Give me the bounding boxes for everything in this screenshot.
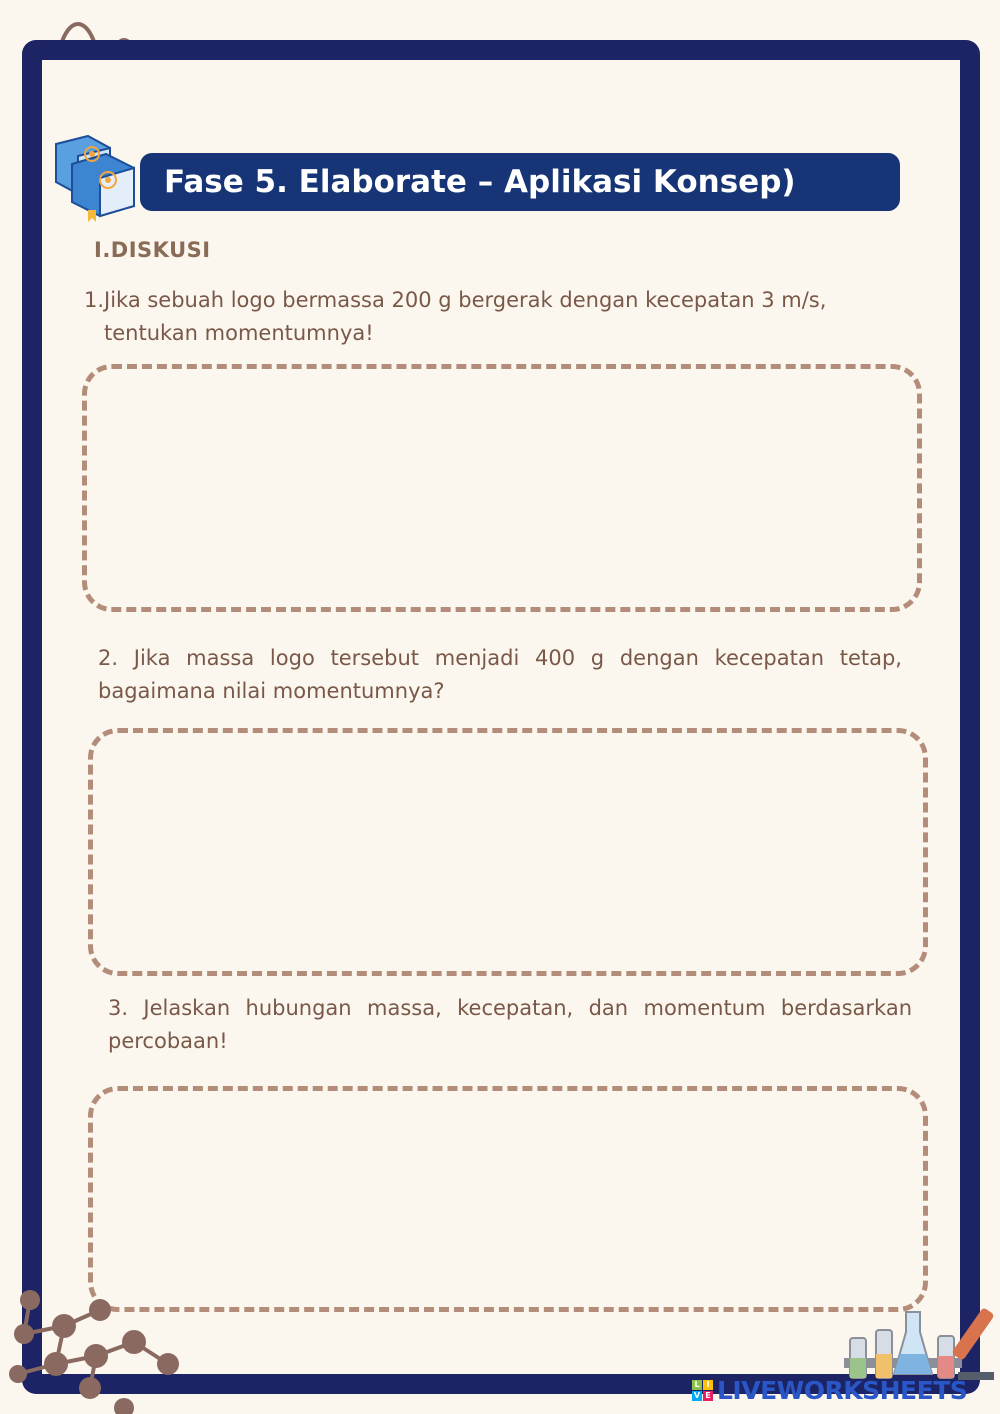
answer-box-1[interactable] [82, 364, 922, 612]
title-bar [140, 153, 900, 211]
logo-letter-e: E [703, 1391, 713, 1401]
section-heading: I.DISKUSI [94, 238, 211, 262]
science-books-icon [48, 130, 146, 222]
answer-box-3[interactable] [88, 1086, 928, 1312]
question-1-number: 1. [84, 288, 105, 312]
question-1-line-1: Jika sebuah logo bermassa 200 g bergerak dengan kecepatan 3 m/s, [104, 288, 827, 312]
question-1 [84, 284, 884, 350]
watermark-text: LIVEWORKSHEETS [717, 1375, 968, 1405]
logo-letter-l: L [692, 1380, 702, 1390]
page-title: Fase 5. Elaborate – Aplikasi Konsep) [164, 164, 796, 200]
molecule-icon [0, 1282, 200, 1414]
logo-letter-i: I [703, 1380, 713, 1390]
answer-box-2[interactable] [88, 728, 928, 976]
question-3: 3. Jelaskan hubungan massa, kecepatan, dan momentum berdasarkan percobaan! [108, 996, 912, 1053]
question-2: 2. Jika massa logo tersebut menjadi 400 g dengan kecepatan tetap, bagaimana nilai momentumnya? [98, 646, 902, 703]
question-1-line-2: tentukan momentumnya! [104, 321, 374, 345]
liveworksheets-logo-icon [692, 1380, 713, 1401]
liveworksheets-watermark [692, 1376, 967, 1404]
logo-letter-v: V [693, 1390, 701, 1400]
